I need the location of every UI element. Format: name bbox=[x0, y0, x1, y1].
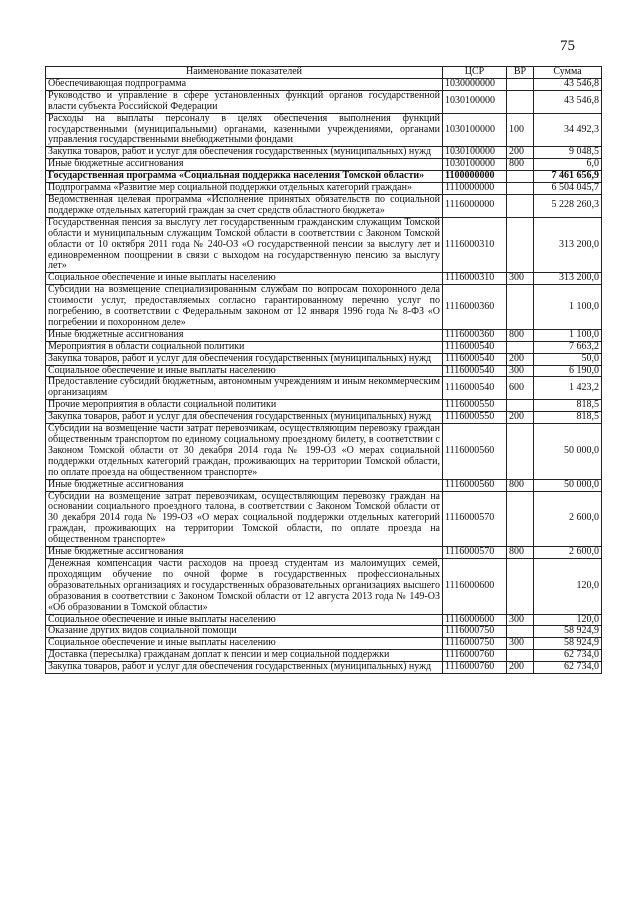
row-sum: 62 734,0 bbox=[534, 650, 602, 662]
row-sum: 62 734,0 bbox=[534, 662, 602, 674]
row-csr: 1116000750 bbox=[443, 638, 507, 650]
row-sum: 1 100,0 bbox=[534, 329, 602, 341]
table-row bbox=[46, 365, 602, 377]
row-vr bbox=[507, 400, 534, 412]
row-csr: 1030100000 bbox=[443, 159, 507, 171]
row-name: Денежная компенсация части расходов на проезд студентам из малоимущих семей, проходящим обучение по очной форме в государственных профессиональных образовательных организациях и государственных образовательных организациях высшего образования в соответствии с Законом Томской области от 12 августа 2013 года № 149-ОЗ «Об образовании в Томской области» bbox=[46, 558, 443, 614]
row-sum: 313 200,0 bbox=[534, 217, 602, 273]
row-vr bbox=[507, 424, 534, 480]
row-vr bbox=[507, 626, 534, 638]
row-vr bbox=[507, 650, 534, 662]
row-name: Доставка (пересылка) гражданам доплат к пенсии и мер социальной поддержки bbox=[46, 650, 443, 662]
row-name: Мероприятия в области социальной политики bbox=[46, 341, 443, 353]
header-csr: ЦСР bbox=[443, 67, 507, 79]
row-vr: 300 bbox=[507, 273, 534, 285]
header-vr: ВР bbox=[507, 67, 534, 79]
row-vr bbox=[507, 341, 534, 353]
row-csr: 1030000000 bbox=[443, 78, 507, 90]
row-sum: 818,5 bbox=[534, 400, 602, 412]
row-sum: 1 423,2 bbox=[534, 377, 602, 400]
row-name: Иные бюджетные ассигнования bbox=[46, 329, 443, 341]
row-sum: 7 663,2 bbox=[534, 341, 602, 353]
table-body bbox=[46, 78, 602, 673]
row-vr: 600 bbox=[507, 377, 534, 400]
row-csr: 1116000570 bbox=[443, 491, 507, 547]
table-row bbox=[46, 650, 602, 662]
row-csr: 1030100000 bbox=[443, 113, 507, 147]
row-sum: 6 504 045,7 bbox=[534, 183, 602, 195]
row-sum: 120,0 bbox=[534, 558, 602, 614]
row-sum: 5 228 260,3 bbox=[534, 194, 602, 217]
row-csr: 1100000000 bbox=[443, 171, 507, 183]
row-name: Иные бюджетные ассигнования bbox=[46, 159, 443, 171]
row-vr bbox=[507, 78, 534, 90]
row-sum: 43 546,8 bbox=[534, 90, 602, 113]
row-sum: 7 461 656,9 bbox=[534, 171, 602, 183]
table-row bbox=[46, 194, 602, 217]
row-vr bbox=[507, 217, 534, 273]
row-name: Социальное обеспечение и иные выплаты населению bbox=[46, 614, 443, 626]
row-vr: 800 bbox=[507, 159, 534, 171]
table-row bbox=[46, 614, 602, 626]
table-row bbox=[46, 147, 602, 159]
row-csr: 1030100000 bbox=[443, 147, 507, 159]
row-name: Социальное обеспечение и иные выплаты населению bbox=[46, 273, 443, 285]
row-csr: 1116000540 bbox=[443, 353, 507, 365]
row-sum: 1 100,0 bbox=[534, 285, 602, 330]
table-row bbox=[46, 90, 602, 113]
table-row bbox=[46, 159, 602, 171]
table-row bbox=[46, 341, 602, 353]
row-csr: 1116000540 bbox=[443, 341, 507, 353]
row-csr: 1116000360 bbox=[443, 285, 507, 330]
row-name: Субсидии на возмещение специализированным службам по вопросам похоронного дела стоимости услуг, предоставляемых согласно гарантированному перечню услуг по погребению, в соответствии с Федеральным законом от 12 января 1996 года № 8-ФЗ «О погребении и похоронном деле» bbox=[46, 285, 443, 330]
table-row bbox=[46, 183, 602, 195]
row-sum: 50,0 bbox=[534, 353, 602, 365]
row-name: Прочие мероприятия в области социальной политики bbox=[46, 400, 443, 412]
row-csr: 1116000600 bbox=[443, 558, 507, 614]
row-csr: 1110000000 bbox=[443, 183, 507, 195]
row-name: Закупка товаров, работ и услуг для обеспечения государственных (муниципальных) нужд bbox=[46, 147, 443, 159]
table-row bbox=[46, 662, 602, 674]
row-vr: 300 bbox=[507, 638, 534, 650]
row-sum: 50 000,0 bbox=[534, 424, 602, 480]
row-sum: 2 600,0 bbox=[534, 491, 602, 547]
table-row bbox=[46, 626, 602, 638]
row-csr: 1116000550 bbox=[443, 412, 507, 424]
row-vr bbox=[507, 183, 534, 195]
row-sum: 6 190,0 bbox=[534, 365, 602, 377]
table-header-row bbox=[46, 67, 602, 79]
row-name: Иные бюджетные ассигнования bbox=[46, 479, 443, 491]
row-csr: 1116000360 bbox=[443, 329, 507, 341]
row-csr: 1116000540 bbox=[443, 377, 507, 400]
budget-table bbox=[45, 66, 602, 674]
row-name: Ведомственная целевая программа «Исполнение принятых обязательств по социальной поддержке отдельных категорий граждан за счет средств областного бюджета» bbox=[46, 194, 443, 217]
row-name: Закупка товаров, работ и услуг для обеспечения государственных (муниципальных) нужд bbox=[46, 662, 443, 674]
row-vr: 300 bbox=[507, 614, 534, 626]
row-csr: 1116000760 bbox=[443, 650, 507, 662]
row-name: Закупка товаров, работ и услуг для обеспечения государственных (муниципальных) нужд bbox=[46, 353, 443, 365]
row-name: Предоставление субсидий бюджетным, автономным учреждениям и иным некоммерческим организациям bbox=[46, 377, 443, 400]
table-row bbox=[46, 78, 602, 90]
table-row bbox=[46, 285, 602, 330]
row-csr: 1116000310 bbox=[443, 273, 507, 285]
row-csr: 1116000570 bbox=[443, 547, 507, 559]
row-name: Социальное обеспечение и иные выплаты населению bbox=[46, 638, 443, 650]
row-vr: 100 bbox=[507, 113, 534, 147]
row-vr: 200 bbox=[507, 147, 534, 159]
table-row bbox=[46, 329, 602, 341]
row-vr bbox=[507, 194, 534, 217]
page-number: 75 bbox=[560, 38, 575, 54]
row-csr: 1116000540 bbox=[443, 365, 507, 377]
row-csr: 1116000550 bbox=[443, 400, 507, 412]
table-row bbox=[46, 424, 602, 480]
header-sum: Сумма bbox=[534, 67, 602, 79]
row-name: Руководство и управление в сфере установленных функций органов государственной власти субъекта Российской Федерации bbox=[46, 90, 443, 113]
table-row bbox=[46, 558, 602, 614]
row-vr: 800 bbox=[507, 479, 534, 491]
row-vr: 200 bbox=[507, 353, 534, 365]
row-sum: 58 924,9 bbox=[534, 638, 602, 650]
row-name: Расходы на выплаты персоналу в целях обеспечения выполнения функций государственными (муниципальными) органами, казенными учреждениями, органами управления государственными внебюджетными фондами bbox=[46, 113, 443, 147]
row-sum: 6,0 bbox=[534, 159, 602, 171]
row-name: Обеспечивающая подпрограмма bbox=[46, 78, 443, 90]
table-row bbox=[46, 412, 602, 424]
row-csr: 1116000760 bbox=[443, 662, 507, 674]
row-name: Социальное обеспечение и иные выплаты населению bbox=[46, 365, 443, 377]
row-vr bbox=[507, 491, 534, 547]
table-row bbox=[46, 491, 602, 547]
table-row bbox=[46, 400, 602, 412]
row-sum: 9 048,5 bbox=[534, 147, 602, 159]
row-name: Подпрограмма «Развитие мер социальной поддержки отдельных категорий граждан» bbox=[46, 183, 443, 195]
row-name: Оказание других видов социальной помощи bbox=[46, 626, 443, 638]
row-vr: 800 bbox=[507, 547, 534, 559]
row-vr bbox=[507, 90, 534, 113]
row-vr: 200 bbox=[507, 412, 534, 424]
row-vr: 200 bbox=[507, 662, 534, 674]
row-vr: 800 bbox=[507, 329, 534, 341]
table-row bbox=[46, 113, 602, 147]
row-name: Субсидии на возмещение части затрат перевозчикам, осуществляющим перевозку граждан общественным транспортом по единому социальному проездному билету, в соответствии с Законом Томской области от 30 декабря 2014 года № 199-ОЗ «О мерах социальной поддержки отдельных категорий граждан, проживающих на территории Томской области, по оплате проезда на общественном транспорте» bbox=[46, 424, 443, 480]
row-sum: 818,5 bbox=[534, 412, 602, 424]
row-name: Субсидии на возмещение затрат перевозчикам, осуществляющим перевозку граждан на основании социального проездного талона, в соответствии с Законом Томской области от 30 декабря 2014 года № 199-ОЗ «О мерах социальной поддержки отдельных категорий граждан, проживающих на территории Томской области, по оплате проезда на общественном транспорте» bbox=[46, 491, 443, 547]
row-csr: 1116000750 bbox=[443, 626, 507, 638]
row-csr: 1116000310 bbox=[443, 217, 507, 273]
row-sum: 50 000,0 bbox=[534, 479, 602, 491]
row-name: Государственная пенсия за выслугу лет государственным гражданским служащим Томской области и муниципальным служащим Томской области в соответствии с Законом Томской области от 10 октября 2011 года № 240-ОЗ «О государственной пенсии за выслугу лет и единовременном поощрении в связи с выходом на государственную пенсию за выслугу лет» bbox=[46, 217, 443, 273]
row-sum: 313 200,0 bbox=[534, 273, 602, 285]
row-vr bbox=[507, 171, 534, 183]
table-row bbox=[46, 171, 602, 183]
row-vr: 300 bbox=[507, 365, 534, 377]
row-name: Государственная программа «Социальная поддержка населения Томской области» bbox=[46, 171, 443, 183]
row-name: Закупка товаров, работ и услуг для обеспечения государственных (муниципальных) нужд bbox=[46, 412, 443, 424]
row-sum: 120,0 bbox=[534, 614, 602, 626]
row-vr bbox=[507, 558, 534, 614]
table-row bbox=[46, 273, 602, 285]
row-sum: 43 546,8 bbox=[534, 78, 602, 90]
row-vr bbox=[507, 285, 534, 330]
table-row bbox=[46, 377, 602, 400]
row-csr: 1116000000 bbox=[443, 194, 507, 217]
row-csr: 1030100000 bbox=[443, 90, 507, 113]
table-row bbox=[46, 217, 602, 273]
row-sum: 58 924,9 bbox=[534, 626, 602, 638]
row-name: Иные бюджетные ассигнования bbox=[46, 547, 443, 559]
table-row bbox=[46, 547, 602, 559]
row-sum: 34 492,3 bbox=[534, 113, 602, 147]
header-name: Наименование показателей bbox=[46, 67, 443, 79]
row-csr: 1116000560 bbox=[443, 479, 507, 491]
row-csr: 1116000560 bbox=[443, 424, 507, 480]
table-row bbox=[46, 638, 602, 650]
table-row bbox=[46, 353, 602, 365]
table-row bbox=[46, 479, 602, 491]
row-sum: 2 600,0 bbox=[534, 547, 602, 559]
row-csr: 1116000600 bbox=[443, 614, 507, 626]
